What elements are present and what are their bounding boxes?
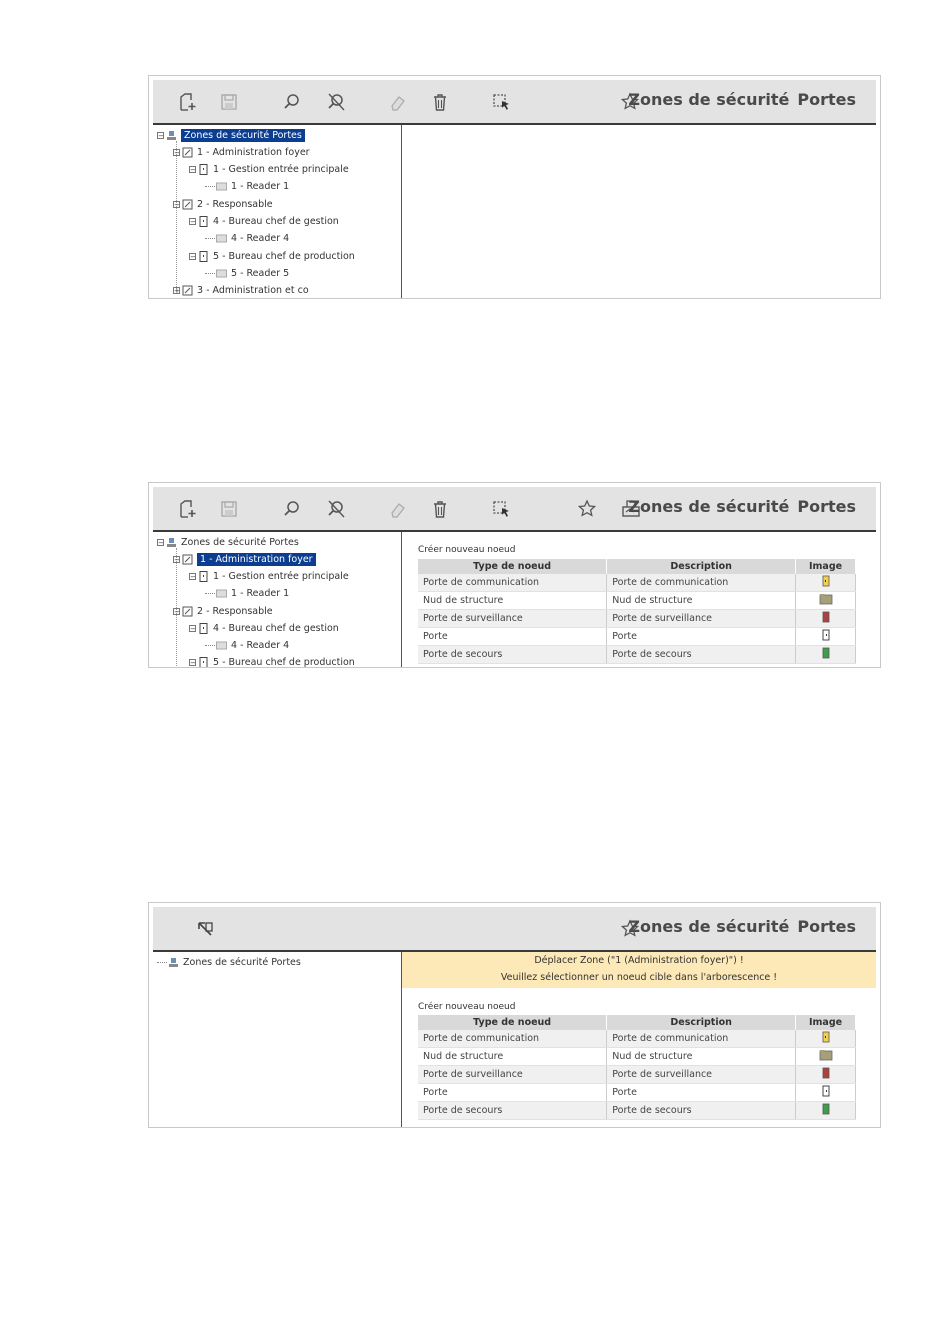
- table-row[interactable]: [418, 646, 856, 664]
- move-icon[interactable]: [490, 497, 514, 521]
- zone-icon: [182, 199, 193, 210]
- tree-label: 4 - Reader 4: [231, 233, 290, 244]
- move-zone-message: [402, 952, 876, 988]
- tree-item-reader-4[interactable]: [205, 638, 289, 653]
- table-row[interactable]: [418, 1084, 856, 1102]
- tree-item-administration-co[interactable]: + 3 - Administration et co: [174, 285, 309, 296]
- tree-item-gestion-entree[interactable]: − 1 - Gestion entrée principale: [190, 164, 349, 175]
- content-area: [402, 952, 876, 1127]
- table-row[interactable]: [418, 610, 856, 628]
- tree-item-bureau-gestion[interactable]: − 4 - Bureau chef de gestion: [190, 623, 339, 634]
- clear-search-icon[interactable]: [324, 497, 348, 521]
- tree-label-root: Zones de sécurité Portes: [183, 957, 301, 968]
- cell-type: Porte de communication: [418, 1030, 607, 1048]
- toolbar: [153, 487, 876, 532]
- table-row[interactable]: [418, 1030, 856, 1048]
- header-image: Image: [796, 1015, 856, 1030]
- page-title: [620, 90, 856, 109]
- message-line-1: Déplacer Zone ("1 (Administration foyer)") !: [534, 955, 744, 966]
- star-icon[interactable]: [575, 497, 599, 521]
- zone-icon: [182, 147, 193, 158]
- header-description: Description: [607, 559, 796, 574]
- header-type: Type de noeud: [418, 1015, 607, 1030]
- new-node-icon[interactable]: [175, 90, 199, 114]
- panel-tree-view: [148, 75, 881, 299]
- tree-root[interactable]: [157, 955, 301, 970]
- tree-label-root: Zones de sécurité Portes: [181, 129, 305, 142]
- trash-icon[interactable]: [428, 90, 452, 114]
- search-icon[interactable]: [280, 90, 304, 114]
- reader-icon: [216, 233, 227, 244]
- tree-label: 1 - Gestion entrée principale: [213, 164, 349, 175]
- tree-label-selected: 1 - Administration foyer: [197, 553, 316, 566]
- node-type-table: [418, 559, 856, 664]
- node-type-table: [418, 1015, 856, 1120]
- zone-icon: [182, 554, 193, 565]
- door-icon: [821, 1085, 831, 1097]
- table-row[interactable]: [418, 1066, 856, 1084]
- cell-description: Porte de communication: [607, 1030, 796, 1048]
- security-zones-root-icon: [166, 130, 177, 141]
- cell-description: Porte de secours: [607, 1102, 796, 1120]
- cell-type: Porte de secours: [418, 1102, 607, 1120]
- cell-type: Nud de structure: [418, 592, 607, 610]
- tree-label: 1 - Reader 1: [231, 588, 290, 599]
- table-row[interactable]: [418, 1048, 856, 1066]
- section-title: Créer nouveau noeud: [418, 545, 516, 555]
- communication-door-icon: [821, 575, 831, 587]
- move-icon[interactable]: [490, 90, 514, 114]
- cell-description: Porte: [607, 628, 796, 646]
- tree-root[interactable]: − Zones de sécurité Portes: [158, 537, 299, 548]
- tree-label: 1 - Gestion entrée principale: [213, 571, 349, 582]
- tree-view: [153, 532, 402, 667]
- surveillance-door-icon: [821, 611, 831, 623]
- header-type: Type de noeud: [418, 559, 607, 574]
- header-image: Image: [796, 559, 856, 574]
- zone-icon: [182, 285, 193, 296]
- tree-label: 4 - Bureau chef de gestion: [213, 623, 339, 634]
- page-title: [620, 917, 856, 936]
- reader-icon: [216, 588, 227, 599]
- tree-label: 4 - Bureau chef de gestion: [213, 216, 339, 227]
- door-icon: [198, 657, 209, 667]
- surveillance-door-icon: [821, 1067, 831, 1079]
- door-icon: [198, 164, 209, 175]
- tree-label: 3 - Administration et co: [197, 285, 309, 296]
- message-line-2: Veuillez sélectionner un noeud cible dans l'arborescence !: [500, 972, 778, 983]
- cell-description: Nud de structure: [607, 592, 796, 610]
- tree-label-root: Zones de sécurité Portes: [181, 537, 299, 548]
- table-row[interactable]: [418, 592, 856, 610]
- emergency-door-icon: [821, 647, 831, 659]
- content-area: [402, 125, 876, 298]
- tree-label: 4 - Reader 4: [231, 640, 290, 651]
- tree-label: 5 - Bureau chef de production: [213, 657, 355, 667]
- table-row[interactable]: [418, 574, 856, 592]
- cell-type: Porte de secours: [418, 646, 607, 664]
- tree-item-bureau-production[interactable]: − 5 - Bureau chef de production: [190, 657, 355, 667]
- new-node-icon[interactable]: [175, 497, 199, 521]
- reader-icon: [216, 640, 227, 651]
- cell-description: Porte de secours: [607, 646, 796, 664]
- tree-view: [153, 952, 402, 1127]
- cell-description: Porte de surveillance: [607, 1066, 796, 1084]
- cell-type: Porte: [418, 1084, 607, 1102]
- eraser-icon[interactable]: [385, 497, 409, 521]
- tree-item-reader-1[interactable]: [205, 179, 289, 194]
- tree-item-bureau-gestion[interactable]: − 4 - Bureau chef de gestion: [190, 216, 339, 227]
- tree-item-gestion-entree[interactable]: − 1 - Gestion entrée principale: [190, 571, 349, 582]
- title-portes: Portes: [797, 497, 856, 516]
- eraser-icon[interactable]: [385, 90, 409, 114]
- cell-type: Porte: [418, 628, 607, 646]
- clear-search-icon[interactable]: [324, 90, 348, 114]
- title-zones: Zones de sécurité: [628, 917, 790, 936]
- tree-item-reader-5[interactable]: [205, 266, 289, 281]
- tree-label: 5 - Reader 5: [231, 268, 290, 279]
- tree-item-bureau-production[interactable]: − 5 - Bureau chef de production: [190, 251, 355, 262]
- reader-icon: [216, 181, 227, 192]
- table-header: [418, 1015, 856, 1030]
- table-row[interactable]: [418, 628, 856, 646]
- tree-label: 2 - Responsable: [197, 199, 273, 210]
- door-icon: [198, 216, 209, 227]
- tree-view: [153, 125, 402, 298]
- door-icon: [821, 629, 831, 641]
- table-row[interactable]: [418, 1102, 856, 1120]
- panel-move-zone: [148, 902, 881, 1128]
- table-header: [418, 559, 856, 574]
- tree-item-reader-1[interactable]: [205, 586, 289, 601]
- cell-description: Porte: [607, 1084, 796, 1102]
- tree-label: 1 - Administration foyer: [197, 147, 310, 158]
- tree-item-responsable[interactable]: − 2 - Responsable: [174, 606, 273, 617]
- security-zones-root-icon: [168, 957, 179, 968]
- content-area: [402, 532, 876, 667]
- tree-item-responsable[interactable]: − 2 - Responsable: [174, 199, 273, 210]
- tree-item-reader-4[interactable]: [205, 231, 289, 246]
- cell-type: Porte de communication: [418, 574, 607, 592]
- save-icon[interactable]: [217, 90, 241, 114]
- cell-type: Porte de surveillance: [418, 610, 607, 628]
- title-zones: Zones de sécurité: [628, 497, 790, 516]
- door-icon: [198, 571, 209, 582]
- cancel-move-icon[interactable]: [193, 917, 217, 941]
- zone-icon: [182, 606, 193, 617]
- tree-label: 1 - Reader 1: [231, 181, 290, 192]
- emergency-door-icon: [821, 1103, 831, 1115]
- tree-label: 5 - Bureau chef de production: [213, 251, 355, 262]
- communication-door-icon: [821, 1031, 831, 1043]
- structure-node-icon: [819, 1049, 833, 1061]
- cell-type: Porte de surveillance: [418, 1066, 607, 1084]
- tree-item-administration-foyer[interactable]: − 1 - Administration foyer: [174, 147, 310, 158]
- cell-description: Nud de structure: [607, 1048, 796, 1066]
- cell-description: Porte de surveillance: [607, 610, 796, 628]
- toolbar: [153, 907, 876, 952]
- tree-root[interactable]: − Zones de sécurité Portes: [157, 128, 305, 143]
- title-zones: Zones de sécurité: [628, 90, 790, 109]
- title-portes: Portes: [797, 917, 856, 936]
- section-title: Créer nouveau noeud: [418, 1002, 516, 1012]
- save-icon[interactable]: [217, 497, 241, 521]
- cell-description: Porte de communication: [607, 574, 796, 592]
- search-icon[interactable]: [280, 497, 304, 521]
- trash-icon[interactable]: [428, 497, 452, 521]
- security-zones-root-icon: [166, 537, 177, 548]
- toolbar: [153, 80, 876, 125]
- page-title: [620, 497, 856, 516]
- tree-item-administration-foyer[interactable]: − 1 - Administration foyer: [173, 552, 316, 567]
- door-icon: [198, 623, 209, 634]
- header-description: Description: [607, 1015, 796, 1030]
- structure-node-icon: [819, 593, 833, 605]
- cell-type: Nud de structure: [418, 1048, 607, 1066]
- tree-label: 2 - Responsable: [197, 606, 273, 617]
- title-portes: Portes: [797, 90, 856, 109]
- door-icon: [198, 251, 209, 262]
- reader-icon: [216, 268, 227, 279]
- panel-create-node: [148, 482, 881, 668]
